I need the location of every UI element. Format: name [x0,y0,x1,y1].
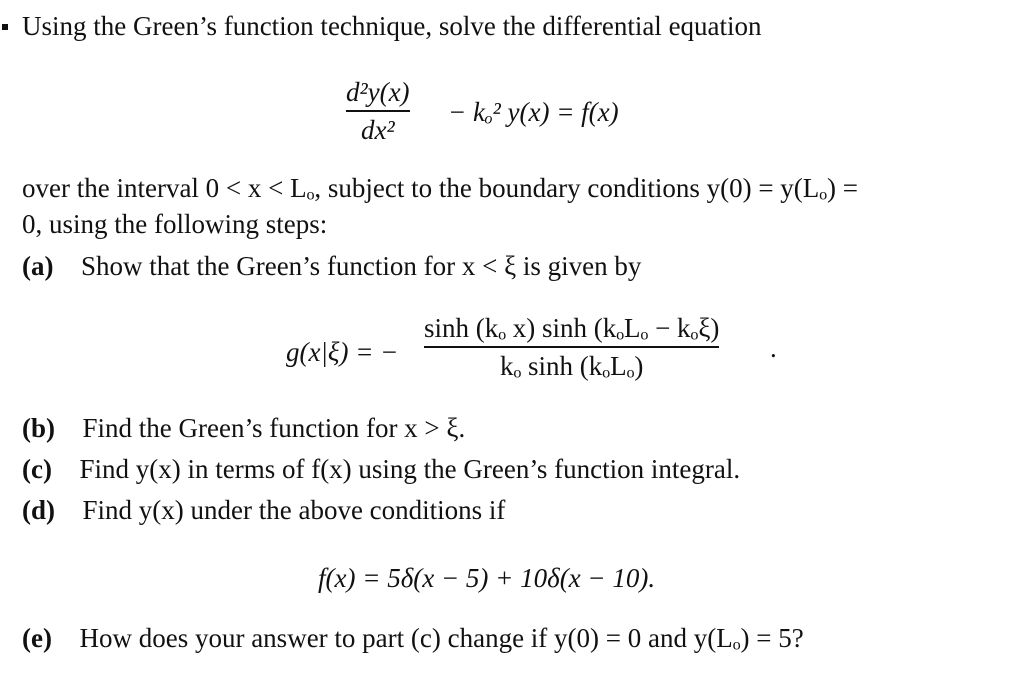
part-d-label: (d) [22,495,55,525]
equation-1-rest: − kₒ² y(x) = f(x) [448,97,619,127]
fraction-bar [424,346,719,348]
interval-line-2: 0, using the following steps: [22,209,328,239]
equation-1-denominator: dx² [360,115,395,145]
equation-2-denominator: kₒ sinh (kₒLₒ) [500,351,644,381]
part-e [22,622,804,654]
part-e-text: How does your answer to part (c) change if y(0) = 0 and y(Lₒ) = 5? [79,623,804,653]
part-c-label: (c) [22,454,52,484]
part-a-text: Show that the Green’s function for x < ξ is given by [80,251,642,281]
part-c-text: Find y(x) in terms of f(x) using the Green’s function integral. [79,454,741,484]
equation-2-period: . [770,333,777,363]
equation-2-fraction [424,312,719,382]
part-d-text: Find y(x) under the above conditions if [82,495,506,525]
part-a-label: (a) [22,251,54,281]
part-e-label: (e) [22,623,52,653]
part-d [22,494,505,526]
equation-2-numerator: sinh (kₒ x) sinh (kₒLₒ − kₒξ) [424,313,720,343]
part-c [22,453,740,485]
part-b [22,412,465,444]
fraction-bar [346,110,410,112]
part-b-label: (b) [22,413,55,443]
equation-1-numerator: d²y(x) [346,77,410,107]
part-a [22,250,641,282]
equation-3: f(x) = 5δ(x − 5) + 10δ(x − 10). [318,563,656,593]
part-b-text: Find the Green’s function for x > ξ. [82,413,466,443]
interval-line-1: over the interval 0 < x < Lₒ, subject to the boundary conditions y(0) = y(Lₒ) = [22,173,859,203]
equation-1-fraction [346,76,410,146]
problem-intro: Using the Green’s function technique, solve the differential equation [22,11,762,41]
bullet-marker [2,24,8,30]
equation-2-lhs: g(x|ξ) = − [286,337,399,367]
